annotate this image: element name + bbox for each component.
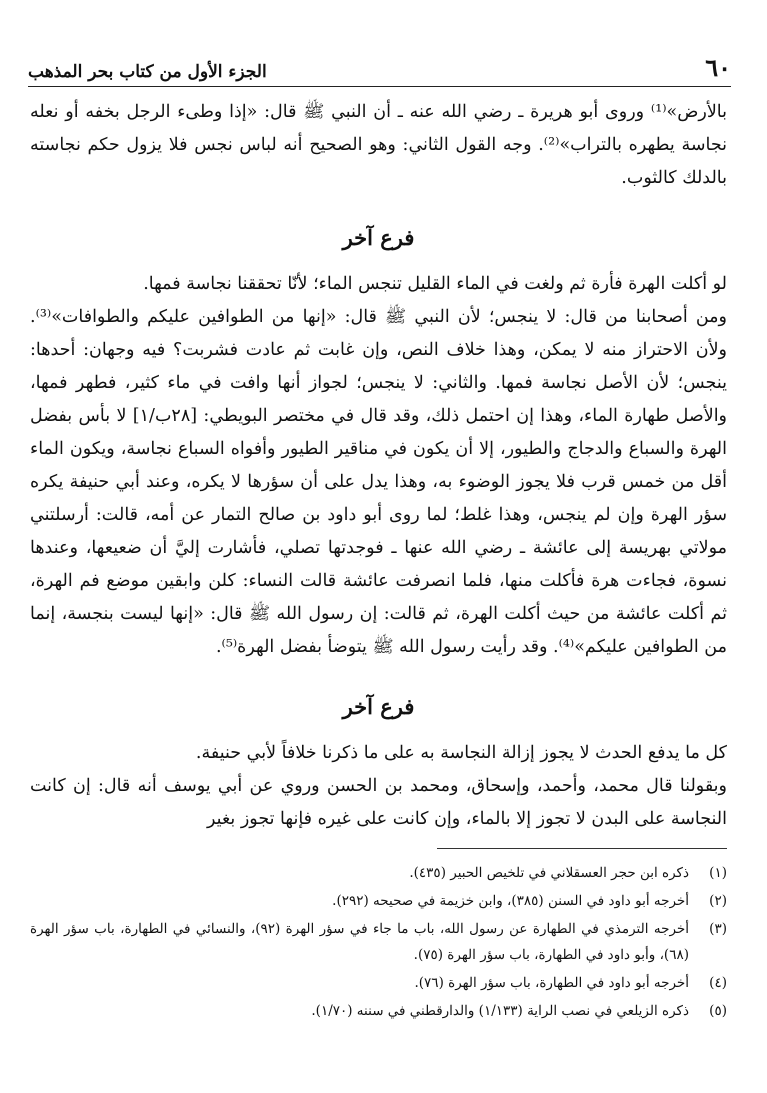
footnote-number: (٤) (709, 975, 727, 991)
body-paragraph: كل ما يدفع الحدث لا يجوز إزالة النجاسة به على ما ذكرنا خلافاً لأبي حنيفة. (195, 743, 727, 763)
footnote-number: (٥) (709, 1003, 727, 1019)
page-header (28, 48, 731, 87)
footnote-number: (٣) (709, 921, 727, 937)
body-paragraph: وبقولنا قال محمد، وأحمد، وإسحاق، ومحمد بن الحسن وروي عن أبي يوسف أنه قال: إن كانت النجاسة على البدن لا تجوز إلا بالماء، وإن كانت على غيره فإنها تجوز بغير (30, 776, 727, 829)
section-title: فرع آخر (342, 694, 415, 719)
footnote (30, 888, 727, 914)
body-paragraph: ومن أصحابنا من قال: لا ينجس؛ لأن النبي ﷺ قال: «إنها من الطوافين عليكم والطوافات»⁽³⁾. ولأن الاحتراز منه لا يمكن، وهذا خلاف النص، وإن غابت ثم عادت فشربت؟ فيه وجهان: أحدها: ينجس؛ لأن الأصل نجاسة فمها. والثاني: لا ينجس؛ لجواز أنها وافت في ماء كثير، فطهر فمها، والأصل طهارة الماء، وهذا إن احتمل ذلك، وقد قال في مختصر البويطي: [٢٨ب/١] لا بأس بفضل الهرة والسباع والدجاج والطيور، إلا أن يكون في مناقير الطيور وأفواه السباع نجاسة، ويكون الماء أقل من خمس قرب فلا يجوز الوضوء به، وهذا يدل على أن سؤرها لا يكره، وعند أبي حنيفة يكره سؤر الهرة وإن لم ينجس، وهذا غلط؛ لما روى أبو داود بن صالح التمار عن أمه، قالت: أرسلتني مولاتي بهريسة إلى عائشة ـ رضي الله عنها ـ فوجدتها تصلي، فأشارت إليَّ أن ضعيعها، وعندها نسوة، فجاءت هرة فأكلت منها، فلما انصرفت عائشة قالت النساء: كلن وابقين موضع فم الهرة، ثم أكلت عائشة من حيث أكلت الهرة، ثم قالت: إن رسول الله ﷺ قال: «إنها ليست بنجسة، إنما من الطوافين عليكم»⁽⁴⁾. وقد رأيت رسول الله ﷺ يتوضأ بفضل الهرة⁽⁵⁾. (30, 307, 728, 657)
intro-paragraph: بالأرض»⁽¹⁾ وروى أبو هريرة ـ رضي الله عنه ـ أن النبي ﷺ قال: «إذا وطىء الرجل بخفه أو نعله نجاسة يطهره بالتراب»⁽²⁾. وجه القول الثاني: وهو الصحيح أنه لباس نجس فلا يزول حكم نجاسته بالدلك كالثوب. (30, 102, 728, 188)
footnote-divider (437, 848, 727, 849)
page-number: ٦٠ (705, 53, 731, 82)
body-paragraph: لو أكلت الهرة فأرة ثم ولغت في الماء القليل تنجس الماء؛ لأنّا تحققنا نجاسة فمها. (143, 274, 727, 294)
main-text (30, 96, 727, 836)
running-title: الجزء الأول من كتاب بحر المذهب (28, 62, 267, 82)
footnote (30, 970, 727, 996)
footnote-number: (٢) (709, 893, 727, 909)
section-title: فرع آخر (342, 225, 415, 250)
footnote-text: ذكره الزيلعي في نصب الراية (١/١٣٣) والدارقطني في سننه (١/٧٠). (311, 1003, 689, 1019)
footnote-text: أخرجه الترمذي في الطهارة عن رسول الله، باب ما جاء في سؤر الهرة (٩٢)، والنسائي في الطهارة، باب سؤر الهرة (٦٨)، وأبو داود في الطهارة، باب سؤر الهرة (٧٥). (30, 921, 690, 963)
footnote-text: ذكره ابن حجر العسقلاني في تلخيص الحبير (٤٣٥). (409, 865, 689, 881)
footnote-text: أخرجه أبو داود في السنن (٣٨٥)، وابن خزيمة في صحيحه (٢٩٢). (332, 893, 689, 909)
footnote (30, 860, 727, 886)
footnotes (30, 858, 727, 1026)
footnote-number: (١) (709, 865, 727, 881)
footnote (30, 998, 727, 1024)
footnote-text: أخرجه أبو داود في الطهارة، باب سؤر الهرة (٧٦). (414, 975, 689, 991)
footnote (30, 916, 727, 968)
